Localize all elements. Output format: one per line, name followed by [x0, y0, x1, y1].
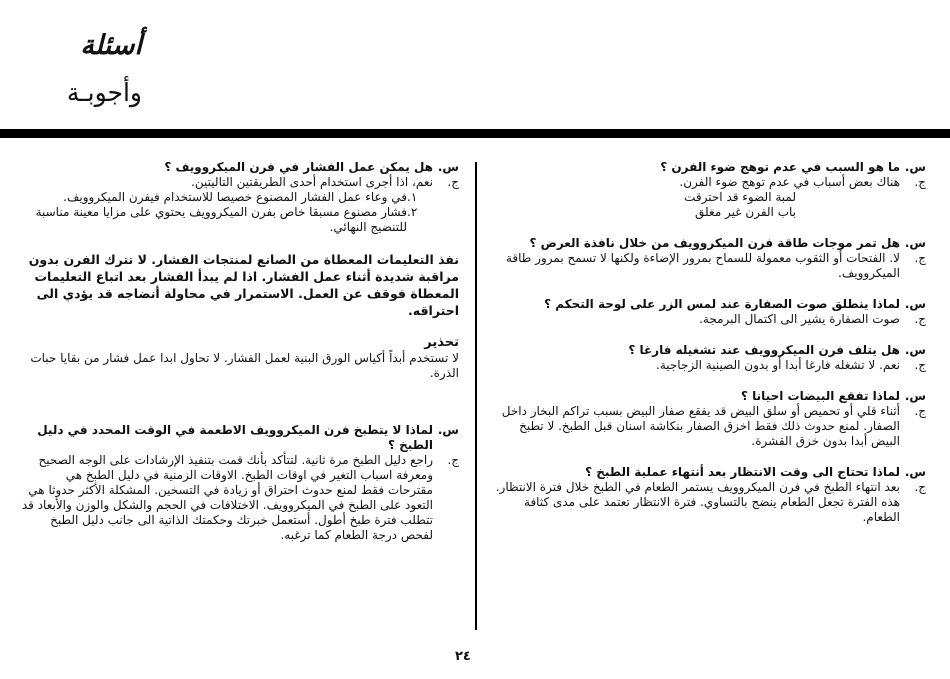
answer-row [19, 453, 459, 543]
header-rule [0, 129, 950, 138]
answer-bullet: باب الفرن غير مغلق [695, 205, 796, 219]
popcorn-notice: نفذ التعليمات المعطاة من الصانع لمنتجات الفشار. لا تترك الفرن بدون مراقبة شديدة أثناء عمل الفشار. اذا لم يبدأ الفشار بعد اتباع التعليمات المعطاة فوقف عن العمل. الاستمرار في محاولة أنضاجه قد يؤدي الى احتراقه. [28, 252, 459, 318]
question-label: س. [437, 423, 459, 437]
qa-item [490, 160, 926, 220]
answer-row [19, 175, 459, 190]
question-text: هل يتلف فرن الميكروويف عند تشغيله فارغا ؟ [628, 343, 900, 357]
qa-item [490, 389, 926, 449]
page-subtitle: وأجوبـة [66, 78, 142, 107]
column-divider [475, 162, 477, 630]
item-text: فشار مصنوع مسبقا خاص بفرن الميكروويف يحتوي على مزايا معينة مناسبة للتنضيج النهائي. [35, 205, 407, 234]
answer-text: راجع دليل الطبخ مرة ثانية. لتتأكد بأنك قمت بتنفيذ الإرشادات على الوجه الصحيح ومعرفة اسباب التغير في اوقات الطبخ. الاوقات الزمنية في دليل الطبخ هي مقترحات فقط لمنع حدوث احتراق أو زيادة في التسخين. المشكلة الأكثر حدوثا هي التعود على الطبخ في الميكروويف. الاختلافات في الحجم والشكل والوزن والأبعاد قد تتطلب فترة طبخ أطول. أستعمل خبرتك وحكمتك الذاتية الى جانب دليل الطبخ لفحص درجة الطعام كما ترغبه. [21, 453, 433, 542]
answer-label: ج. [447, 453, 459, 467]
answer-text: هناك بعض أسباب في عدم توهج ضوء الفرن. [679, 175, 900, 189]
question-text: ما هو السبب في عدم توهج ضوء الفرن ؟ [660, 160, 900, 174]
answer-text: نعم، اذا أجرى استخدام أحدى الطريقتين التاليتين. [191, 175, 433, 189]
left-column [19, 160, 459, 559]
answer-text: لا. الفتحات أو الثقوب معمولة للسماح بمرور الإضاءة ولكنها لا تسمح بمرور طاقة الميكروويف. [505, 251, 900, 280]
answer-label: ج. [914, 404, 926, 418]
item-text: في وعاء عمل الفشار المصنوع خصيصا للاستخدام فيفرن الميكروويف. [63, 190, 407, 204]
question-row [19, 160, 459, 175]
question-text: لماذا تفقع البيضات احيانا ؟ [741, 389, 900, 403]
question-row [490, 236, 926, 251]
answer-row [490, 480, 926, 525]
answer-row [490, 358, 926, 373]
question-text: لماذا ينطلق صوت الصفارة عند لمس الزر على لوحة التحكم ؟ [544, 297, 900, 311]
answer-row [490, 175, 926, 190]
question-row [490, 343, 926, 358]
right-column [490, 160, 926, 541]
question-row [490, 465, 926, 480]
question-row [19, 423, 459, 453]
question-label: س. [904, 465, 926, 479]
question-text: هل يمكن عمل الفشار في فرن الميكروويف ؟ [164, 160, 433, 174]
question-label: س. [904, 389, 926, 403]
question-label: س. [904, 297, 926, 311]
question-label: س. [437, 160, 459, 174]
warning-title: تحذير [424, 335, 459, 350]
qa-item [490, 343, 926, 373]
answer-text: نعم. لا تشغله فارغا أبدا أو بدون الصينية الزجاجية. [656, 358, 900, 372]
question-text: لماذا تحتاج الى وقت الانتظار بعد أنتهاء عملية الطبخ ؟ [585, 465, 900, 479]
item-number: ٢. [407, 205, 418, 219]
question-label: س. [904, 343, 926, 357]
answer-row [490, 404, 926, 449]
page-number: ٢٤ [455, 649, 471, 664]
qa-item [19, 160, 459, 235]
qa-item [490, 465, 926, 525]
answer-bullet: لمبة الضوء قد احترقت [684, 190, 796, 204]
question-row [490, 389, 926, 404]
question-text: هل تمر موجات طاقة فرن الميكروويف من خلال نافذة العرض ؟ [529, 236, 900, 250]
question-text: لماذا لا يتطبخ فرن الميكروويف الاطعمة في الوقت المحدد في دليل الطبخ ؟ [37, 423, 433, 452]
question-label: س. [904, 236, 926, 250]
answer-label: ج. [914, 175, 926, 189]
answer-label: ج. [914, 480, 926, 494]
qa-item [19, 423, 459, 543]
numbered-item [19, 205, 459, 235]
answer-text: أثناء قلي أو تحميص أو سلق البيض قد يفقع صفار البيض بسبب تراكم البخار داخل الصفار. لمنع حدوث ذلك فقط اخزق الصفار بنكاشة اسنان قبل الطبخ. لا تطبخ البيض أبدا بدون خزق القشرة. [501, 404, 900, 448]
answer-label: ج. [447, 175, 459, 189]
item-number: ١. [407, 190, 418, 204]
answer-label: ج. [914, 251, 926, 265]
question-label: س. [904, 160, 926, 174]
answer-row [490, 312, 926, 327]
qa-item [490, 236, 926, 281]
numbered-item [19, 190, 459, 205]
answer-label: ج. [914, 358, 926, 372]
qa-item [490, 297, 926, 327]
answer-row [490, 251, 926, 281]
answer-text: صوت الصفارة يشير الى اكتمال البرمجة. [699, 312, 900, 326]
warning-text: لا تستخدم أبداً أكياس الورق البنية لعمل الفشار. لا تحاول ابدا عمل فشار من بقايا حبات الذرة. [30, 351, 459, 380]
answer-text: بعد انتهاء الطبخ في فرن الميكروويف يستمر الطعام في الطبخ خلال فترة الانتظار. هذه الفترة تجعل الطعام ينضج بالتساوي. فترة الانتظار تعتمد على مدى كثافة الطعام. [495, 480, 900, 524]
answer-label: ج. [914, 312, 926, 326]
page-title: أسئلة [80, 30, 142, 61]
question-row [490, 297, 926, 312]
question-row [490, 160, 926, 175]
